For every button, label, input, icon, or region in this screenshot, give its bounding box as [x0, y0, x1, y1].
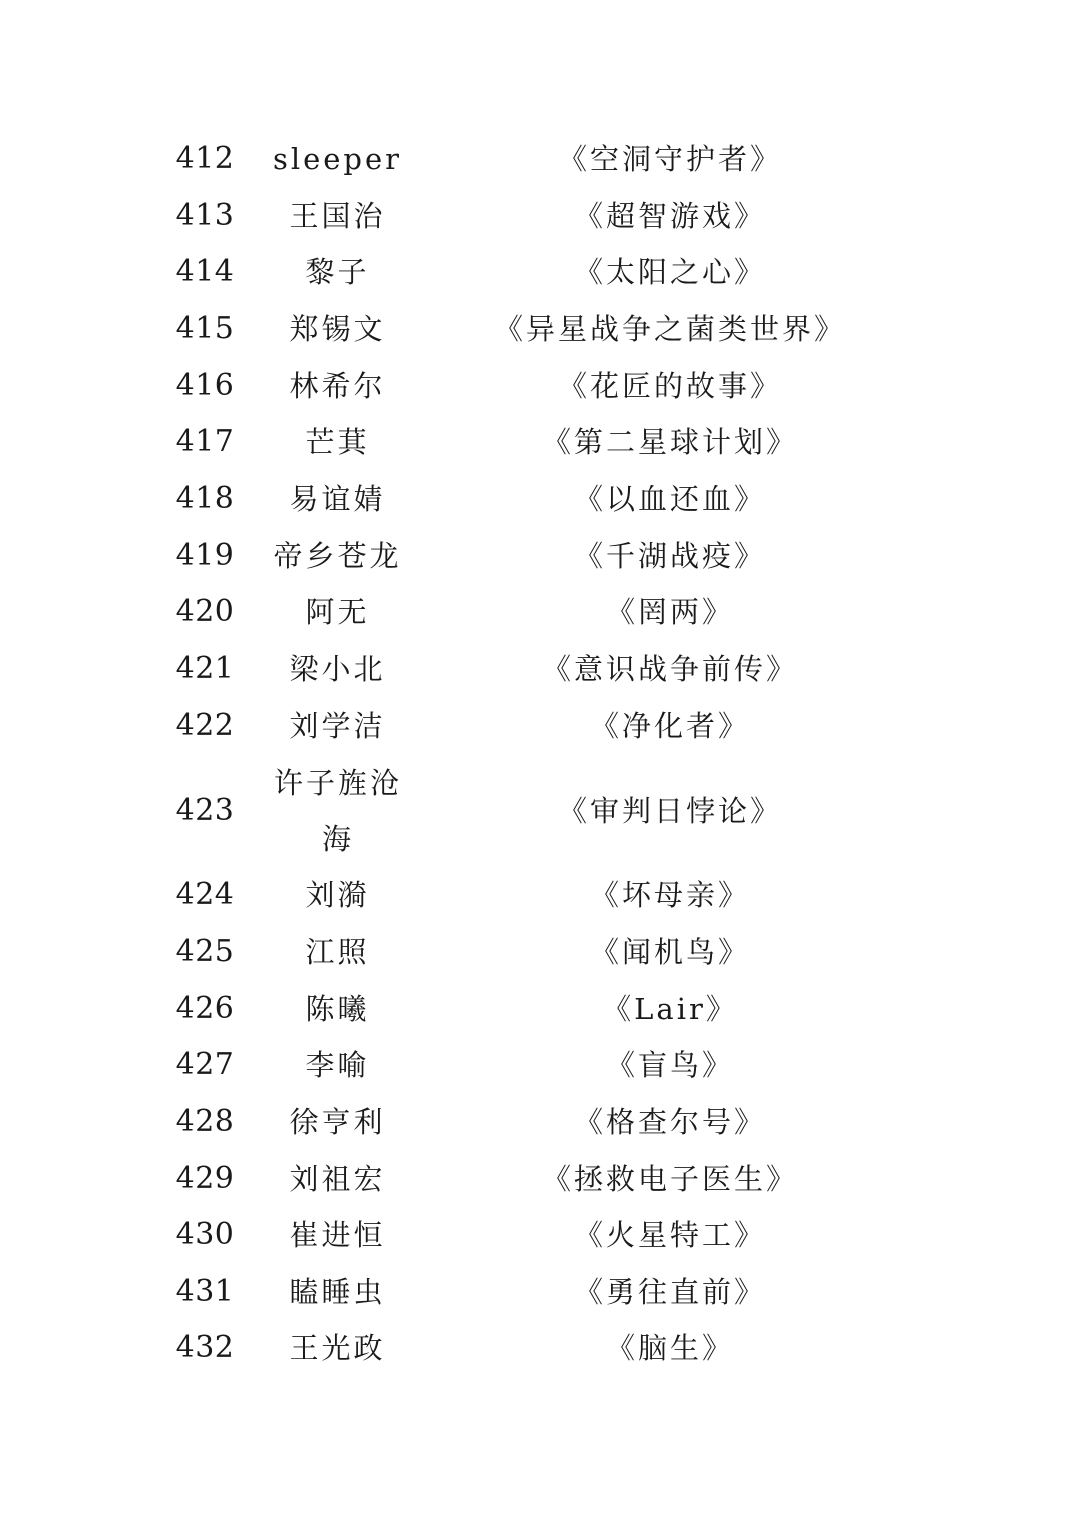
entry-title: 《太阳之心》	[573, 255, 766, 289]
table-row	[0, 1151, 1080, 1207]
table-row	[0, 414, 1080, 470]
entry-author: 徐亨利	[289, 1105, 386, 1139]
table-row	[0, 1207, 1080, 1263]
table-row	[0, 131, 1080, 187]
entry-number: 415	[175, 311, 235, 346]
entry-author: 易谊婧	[289, 482, 386, 516]
entry-number: 425	[175, 934, 235, 969]
table-row	[0, 301, 1080, 357]
entry-title: 《罔两》	[605, 595, 734, 629]
entry-author: 崔进恒	[289, 1218, 386, 1252]
table-row	[0, 641, 1080, 697]
table-row	[0, 754, 1080, 867]
table-row	[0, 358, 1080, 414]
table-row	[0, 528, 1080, 584]
entry-author: 帝乡苍龙	[273, 539, 402, 573]
entry-author: 刘学洁	[289, 709, 386, 743]
entry-number: 426	[175, 991, 235, 1026]
entry-author: 林希尔	[289, 369, 386, 403]
table-row	[0, 1320, 1080, 1376]
entry-author: 江照	[305, 935, 370, 969]
entry-number: 428	[175, 1104, 235, 1139]
entry-number: 432	[175, 1330, 235, 1365]
entry-title: 《格查尔号》	[573, 1105, 766, 1139]
table-row	[0, 1037, 1080, 1093]
entry-title: 《脑生》	[605, 1331, 734, 1365]
table-row	[0, 867, 1080, 923]
table-row	[0, 1264, 1080, 1320]
entry-author: 刘漪	[305, 878, 370, 912]
entry-title: 《勇往直前》	[573, 1275, 766, 1309]
entry-number: 430	[175, 1217, 235, 1252]
entry-number: 421	[175, 651, 235, 686]
entry-number: 424	[175, 877, 235, 912]
table-row	[0, 698, 1080, 754]
entry-author: sleeper	[272, 142, 403, 176]
table-row	[0, 188, 1080, 244]
entry-title: 《花匠的故事》	[557, 369, 782, 403]
entry-title: 《盲鸟》	[605, 1048, 734, 1082]
entry-number: 431	[175, 1274, 235, 1309]
entry-author: 瞌睡虫	[289, 1275, 386, 1309]
entry-number: 420	[175, 594, 235, 629]
table-row	[0, 244, 1080, 300]
entry-author: 刘祖宏	[289, 1162, 386, 1196]
table-row	[0, 981, 1080, 1037]
entry-author: 李喻	[305, 1048, 370, 1082]
entry-number: 419	[175, 538, 235, 573]
entry-title: 《审判日悖论》	[557, 793, 782, 828]
entry-number: 422	[175, 708, 235, 743]
entry-author: 黎子	[305, 255, 370, 289]
entry-number: 412	[175, 141, 235, 176]
entry-author: 陈曦	[305, 992, 370, 1026]
table-row	[0, 924, 1080, 980]
entry-number: 418	[175, 481, 235, 516]
entry-author: 梁小北	[289, 652, 386, 686]
entry-number: 417	[175, 424, 235, 459]
entry-author: 许子旌沧海	[273, 765, 402, 856]
entry-number: 413	[175, 198, 235, 233]
entry-number: 429	[175, 1161, 235, 1196]
entry-title: 《闻机鸟》	[589, 935, 750, 969]
entry-title: 《Lair》	[602, 992, 738, 1026]
table-row	[0, 1094, 1080, 1150]
table-row	[0, 584, 1080, 640]
entry-title: 《空洞守护者》	[557, 142, 782, 176]
entry-title: 《意识战争前传》	[541, 652, 798, 686]
entry-author: 郑锡文	[289, 312, 386, 346]
entry-title: 《千湖战疫》	[573, 539, 766, 573]
entry-title: 《坏母亲》	[589, 878, 750, 912]
table-row	[0, 471, 1080, 527]
entry-title: 《第二星球计划》	[541, 425, 798, 459]
entry-author: 芒萁	[305, 425, 370, 459]
entry-number: 423	[175, 792, 235, 828]
entry-number: 427	[175, 1047, 235, 1082]
entry-number: 414	[175, 254, 235, 289]
entry-title: 《火星特工》	[573, 1218, 766, 1252]
entry-author: 阿无	[305, 595, 370, 629]
entry-title: 《异星战争之菌类世界》	[493, 312, 846, 346]
entry-number: 416	[175, 368, 235, 403]
entry-title: 《超智游戏》	[573, 199, 766, 233]
entry-title: 《以血还血》	[573, 482, 766, 516]
entry-author: 王国治	[289, 199, 386, 233]
entry-author: 王光政	[289, 1331, 386, 1365]
entry-title: 《拯救电子医生》	[541, 1162, 798, 1196]
entry-title: 《净化者》	[589, 709, 750, 743]
